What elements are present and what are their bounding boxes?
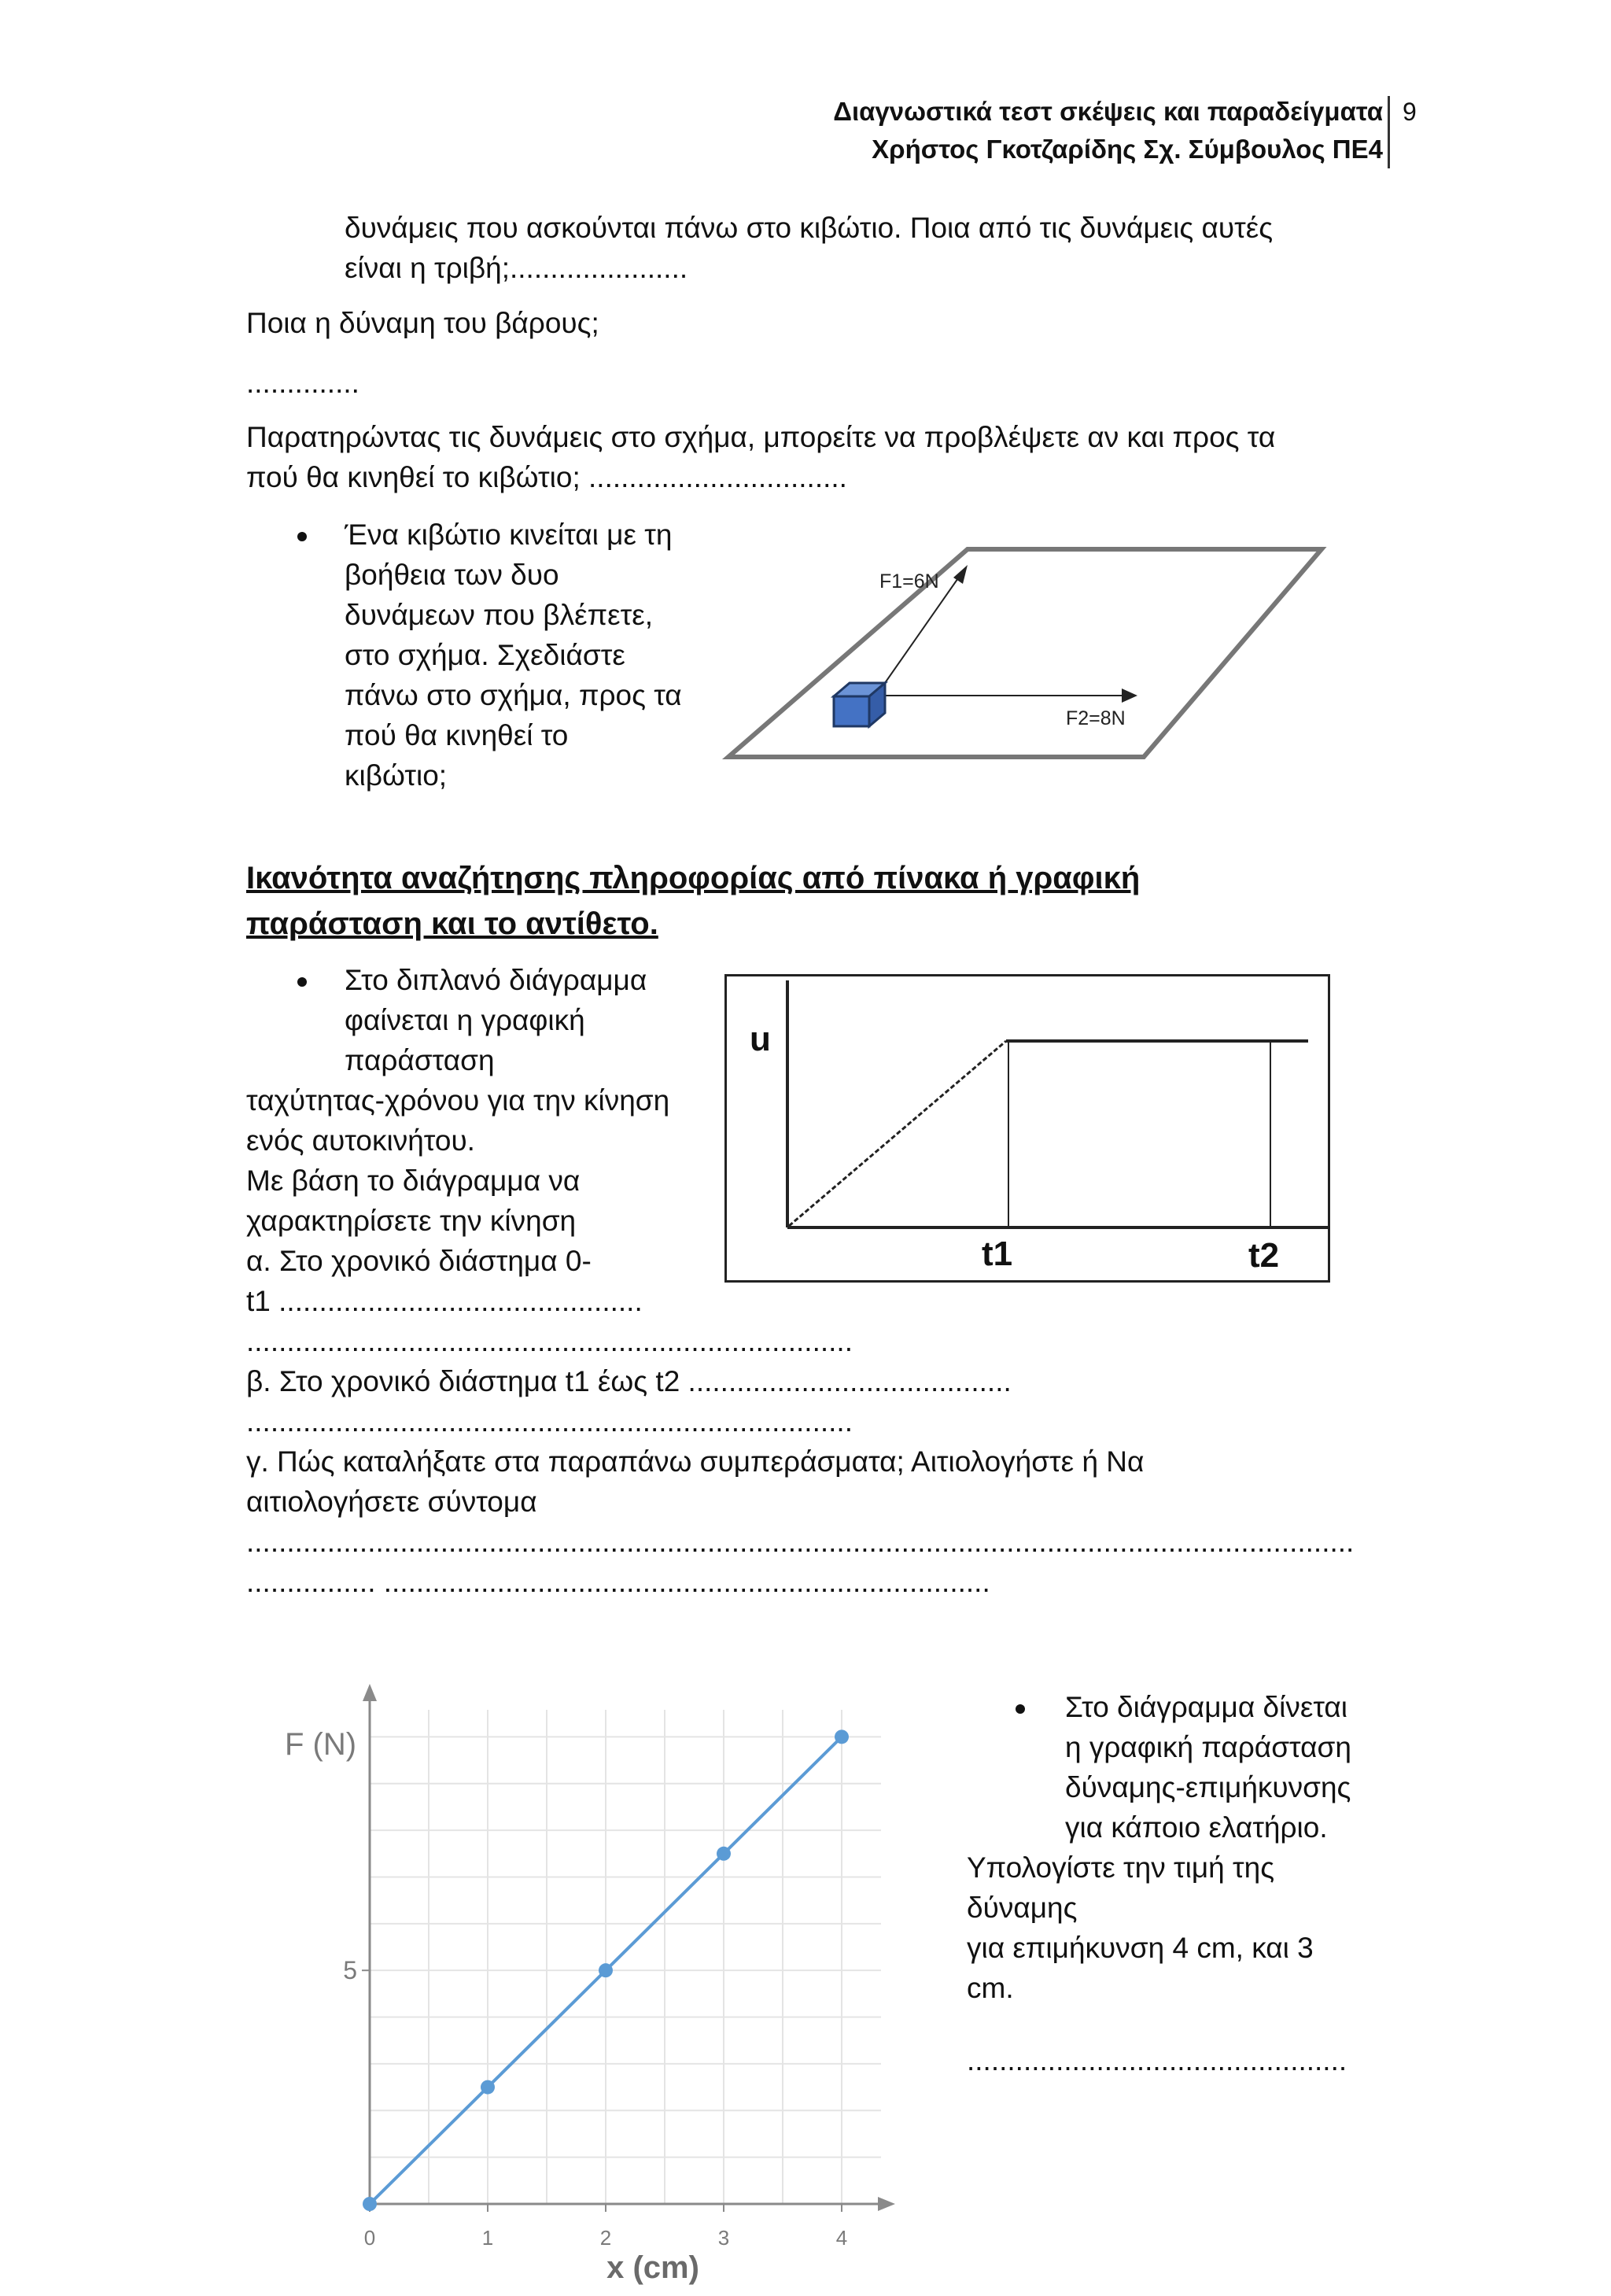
velocity-question-line: ......................................................................................................................................... (246, 1526, 1355, 1558)
velocity-question-line: γ. Πώς καταλήξατε στα παραπάνω συμπεράσματα; Αιτιολογήστε ή Να (246, 1445, 1145, 1478)
y-tick-label: 5 (343, 1956, 357, 1985)
spring-answer-blank: ............................................... (967, 2044, 1347, 2076)
velocity-question-line: αιτιολογήσετε σύντομα (246, 1486, 537, 1518)
bullet-icon (297, 977, 307, 987)
f2-label: F2=8N (1066, 707, 1126, 729)
bullet-icon (1016, 1704, 1025, 1714)
spring-question-intro (1065, 1687, 1351, 1848)
data-point (363, 2197, 377, 2211)
velocity-question-line: χαρακτηρίσετε την κίνηση (246, 1205, 577, 1237)
data-point (835, 1729, 849, 1744)
spring-question-line: δύναμης-επιμήκυνσης (1065, 1771, 1351, 1803)
spring-question-line: cm. (967, 1972, 1014, 2004)
weight-question: Ποια η δύναμη του βάρους; (246, 307, 599, 339)
x-tick-label: 3 (717, 2226, 730, 2250)
spring-question-body (967, 1848, 1314, 2008)
velocity-question-line: ........................................................................... (246, 1405, 853, 1438)
f1-label: F1=6N (879, 570, 939, 592)
intro-line-1: δυνάμεις που ασκούνται πάνω στο κιβώτιο. Ποια από τις δυνάμεις αυτές (345, 212, 1274, 244)
velocity-question-line: παράσταση (345, 1044, 495, 1076)
velocity-question-line: φαίνεται η γραφική (345, 1004, 585, 1036)
box-question-line: δυνάμεων που βλέπετε, (345, 599, 653, 631)
x-tick-label: 0 (363, 2226, 376, 2250)
box-question-line: πού θα κινηθεί το (345, 719, 569, 751)
box-icon (834, 683, 885, 726)
plane-parallelogram (728, 549, 1322, 757)
y-axis-arrowhead-icon (363, 1684, 377, 1701)
spring-question-line: η γραφική παράσταση (1065, 1731, 1351, 1763)
header-author: Χρήστος Γκοτζαρίδης Σχ. Σύμβουλος ΠΕ4 (872, 135, 1383, 164)
velocity-question-line: ταχύτητας-χρόνου για την κίνηση (246, 1084, 670, 1117)
spring-question-line: Υπολογίστε την τιμή της (967, 1851, 1275, 1884)
x-tick-label: 2 (599, 2226, 612, 2250)
x-axis-arrowhead-icon (878, 2197, 895, 2211)
spring-question-line: Στο διάγραμμα δίνεται (1065, 1691, 1348, 1723)
data-point (599, 1963, 613, 1977)
spring-question-line: για επιμήκυνση 4 cm, και 3 (967, 1932, 1314, 1964)
page-number: 9 (1403, 98, 1417, 126)
x-axis-label: x (cm) (606, 2250, 699, 2285)
header-title: Διαγνωστικά τεστ σκέψεις και παραδείγματα (833, 97, 1383, 126)
box-question-line: κιβώτιο; (345, 759, 448, 792)
velocity-time-graph (724, 974, 1330, 1283)
velocity-question-line: t1 ............................................. (246, 1285, 643, 1317)
velocity-question-line: α. Στο χρονικό διάστημα 0- (246, 1245, 592, 1277)
spring-question-line: για κάποιο ελατήριο. (1065, 1811, 1328, 1844)
header-divider (1388, 96, 1390, 168)
chart-ticks (343, 1956, 847, 2250)
velocity-axis-label: u (750, 1020, 771, 1058)
section-heading-line-1: Ικανότητα αναζήτησης πληροφορίας από πίνακα ή γραφική (246, 861, 1141, 895)
velocity-question-line: β. Στο χρονικό διάστημα t1 έως t2 ........................................ (246, 1365, 1012, 1397)
intro-line-2: είναι η τριβή;...................... (345, 252, 688, 284)
t1-label: t1 (982, 1235, 1013, 1273)
section-heading-line-2: παράσταση και το αντίθετο. (246, 906, 658, 941)
velocity-question-line: ενός αυτοκινήτου. (246, 1124, 475, 1157)
bullet-icon (297, 532, 307, 541)
spring-question-line: δύναμης (967, 1892, 1078, 1924)
x-tick-label: 4 (835, 2226, 848, 2250)
force-extension-chart (279, 1667, 956, 2296)
box-question-line: βοήθεια των δυο (345, 559, 559, 591)
box-question-line: πάνω στο σχήμα, προς τα (345, 679, 682, 711)
graph-frame (726, 976, 1329, 1282)
data-point (717, 1847, 731, 1861)
force-diagram (708, 535, 1337, 771)
x-tick-label: 1 (481, 2226, 494, 2250)
velocity-question-intro (345, 960, 647, 1080)
velocity-question-line: Στο διπλανό διάγραμμα (345, 964, 647, 996)
box-question-line: στο σχήμα. Σχεδιάστε (345, 639, 625, 671)
predict-question-line-1: Παρατηρώντας τις δυνάμεις στο σχήμα, μπορείτε να προβλέψετε αν και προς τα (246, 421, 1276, 453)
box-question (345, 515, 682, 795)
velocity-question-line: ................ ........................................................................... (246, 1566, 990, 1598)
t2-label: t2 (1248, 1236, 1280, 1275)
y-axis-label: F (N) (285, 1727, 357, 1762)
f2-arrowhead-icon (1122, 688, 1137, 703)
data-point (481, 2080, 495, 2095)
box-question-line: Ένα κιβώτιο κινείται με τη (345, 519, 673, 551)
velocity-question-line: Με βάση το διάγραμμα να (246, 1165, 581, 1197)
velocity-question-line: ........................................................................... (246, 1325, 853, 1357)
predict-question-line-2: πού θα κινηθεί το κιβώτιο; ................................ (246, 461, 847, 493)
weight-answer-blank: .............. (246, 367, 359, 399)
